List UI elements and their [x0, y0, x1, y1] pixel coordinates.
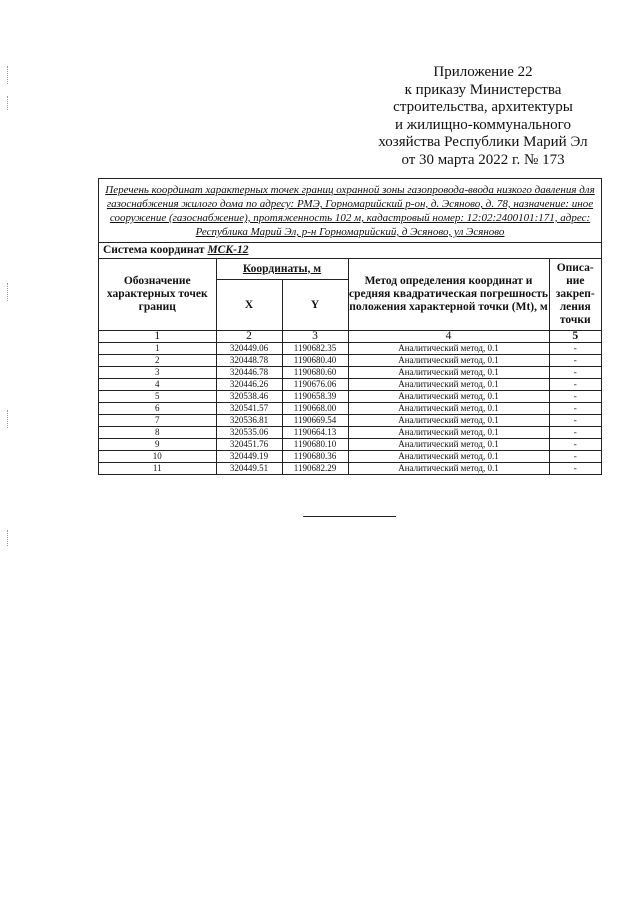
closing-line — [303, 516, 396, 517]
appendix-line: строительства, архитектуры — [393, 99, 573, 115]
point-number-cell: 9 — [99, 439, 216, 451]
y-coordinate-cell: 1190664.13 — [282, 427, 348, 439]
point-number-cell: 3 — [99, 367, 216, 379]
coordinate-system-label: Система координат — [103, 244, 205, 256]
method-cell: Аналитический метод, 0.1 — [348, 355, 549, 367]
appendix-line: хозяйства Республики Марий Эл — [378, 134, 588, 150]
appendix-line: к приказу Министерства — [404, 81, 562, 98]
x-coordinate-cell: 320449.51 — [216, 463, 282, 475]
table-row — [99, 439, 601, 451]
table-title: Перечень координат характерных точек границ охранной зоны газопровода-ввода низкого давления для газоснабжения жилого дома по адресу: РМЭ, Горномарийский р-он, д. Эсяново, д. 78, назначение: иное сооружение (газоснабжение), протяженность 102 м, кадастровый номер: 12:02:2400101:171, адрес: Республика Марий Эл, р-н Горномарийский, д Эсяново, ул Эсяново — [99, 179, 601, 243]
y-coordinate-cell: 1190668.00 — [282, 403, 348, 415]
method-cell: Аналитический метод, 0.1 — [348, 415, 549, 427]
description-cell: - — [549, 343, 601, 355]
scan-edge-mark — [7, 530, 8, 546]
point-number-cell: 7 — [99, 415, 216, 427]
description-cell: - — [549, 355, 601, 367]
table-row — [99, 343, 601, 355]
point-number-cell: 6 — [99, 403, 216, 415]
x-coordinate-cell: 320535.06 — [216, 427, 282, 439]
y-coordinate-cell: 1190680.40 — [282, 355, 348, 367]
table-row — [99, 367, 601, 379]
y-coordinate-cell: 1190680.36 — [282, 451, 348, 463]
point-number-cell: 11 — [99, 463, 216, 475]
appendix-line: от 30 марта 2022 г. № 173 — [401, 151, 565, 168]
table-row — [99, 391, 601, 403]
point-number-cell: 1 — [99, 343, 216, 355]
method-cell: Аналитический метод, 0.1 — [348, 403, 549, 415]
x-coordinate-cell: 320449.19 — [216, 451, 282, 463]
appendix-header — [368, 64, 598, 169]
appendix-line: Приложение 22 — [433, 64, 533, 80]
appendix-line: и жилищно-коммунального — [395, 116, 571, 133]
table-row — [99, 355, 601, 367]
point-number-cell: 4 — [99, 379, 216, 391]
x-coordinate-cell: 320446.26 — [216, 379, 282, 391]
description-cell: - — [549, 391, 601, 403]
method-cell: Аналитический метод, 0.1 — [348, 439, 549, 451]
column-number: 2 — [216, 331, 282, 343]
method-cell: Аналитический метод, 0.1 — [348, 451, 549, 463]
method-cell: Аналитический метод, 0.1 — [348, 343, 549, 355]
column-number-row — [99, 331, 601, 343]
x-coordinate-cell: 320448.78 — [216, 355, 282, 367]
method-cell: Аналитический метод, 0.1 — [348, 463, 549, 475]
description-cell: - — [549, 367, 601, 379]
table-row — [99, 415, 601, 427]
y-coordinate-cell: 1190658.39 — [282, 391, 348, 403]
table-row — [99, 427, 601, 439]
x-coordinate-cell: 320449.06 — [216, 343, 282, 355]
header-designation: Обозначение характерных точек границ — [99, 259, 216, 331]
x-coordinate-cell: 320538.46 — [216, 391, 282, 403]
table-row — [99, 379, 601, 391]
scan-edge-mark — [7, 66, 8, 84]
method-cell: Аналитический метод, 0.1 — [348, 427, 549, 439]
y-coordinate-cell: 1190680.10 — [282, 439, 348, 451]
y-coordinate-cell: 1190680.60 — [282, 367, 348, 379]
description-cell: - — [549, 451, 601, 463]
description-cell: - — [549, 403, 601, 415]
y-coordinate-cell: 1190676.06 — [282, 379, 348, 391]
method-cell: Аналитический метод, 0.1 — [348, 391, 549, 403]
y-coordinate-cell: 1190682.35 — [282, 343, 348, 355]
x-coordinate-cell: 320446.78 — [216, 367, 282, 379]
table-row — [99, 451, 601, 463]
method-cell: Аналитический метод, 0.1 — [348, 367, 549, 379]
column-number: 3 — [282, 331, 348, 343]
coordinate-system-row — [99, 243, 601, 259]
scan-edge-mark — [7, 410, 8, 428]
header-method: Метод определения координат и средняя квадратическая погрешность положения характерной точки (Mt), м — [348, 259, 549, 331]
table-row — [99, 403, 601, 415]
x-coordinate-cell: 320541.57 — [216, 403, 282, 415]
column-number: 5 — [549, 331, 601, 343]
point-number-cell: 8 — [99, 427, 216, 439]
point-number-cell: 5 — [99, 391, 216, 403]
y-coordinate-cell: 1190682.29 — [282, 463, 348, 475]
column-number: 4 — [348, 331, 549, 343]
header-x: X — [216, 280, 282, 331]
scan-edge-mark — [7, 96, 8, 110]
scan-edge-mark — [7, 283, 8, 301]
y-coordinate-cell: 1190669.54 — [282, 415, 348, 427]
coordinate-system-value: МСК-12 — [207, 244, 249, 256]
header-coordinates: Координаты, м — [216, 259, 348, 280]
description-cell: - — [549, 427, 601, 439]
description-cell: - — [549, 379, 601, 391]
header-description: Описа-ние закреп-ления точки — [549, 259, 601, 331]
column-number: 1 — [99, 331, 216, 343]
header-y: Y — [282, 280, 348, 331]
coordinates-table-block — [98, 178, 602, 475]
x-coordinate-cell: 320536.81 — [216, 415, 282, 427]
method-cell: Аналитический метод, 0.1 — [348, 379, 549, 391]
coordinates-table — [99, 259, 601, 474]
point-number-cell: 2 — [99, 355, 216, 367]
description-cell: - — [549, 439, 601, 451]
description-cell: - — [549, 463, 601, 475]
point-number-cell: 10 — [99, 451, 216, 463]
table-row — [99, 463, 601, 475]
description-cell: - — [549, 415, 601, 427]
x-coordinate-cell: 320451.76 — [216, 439, 282, 451]
